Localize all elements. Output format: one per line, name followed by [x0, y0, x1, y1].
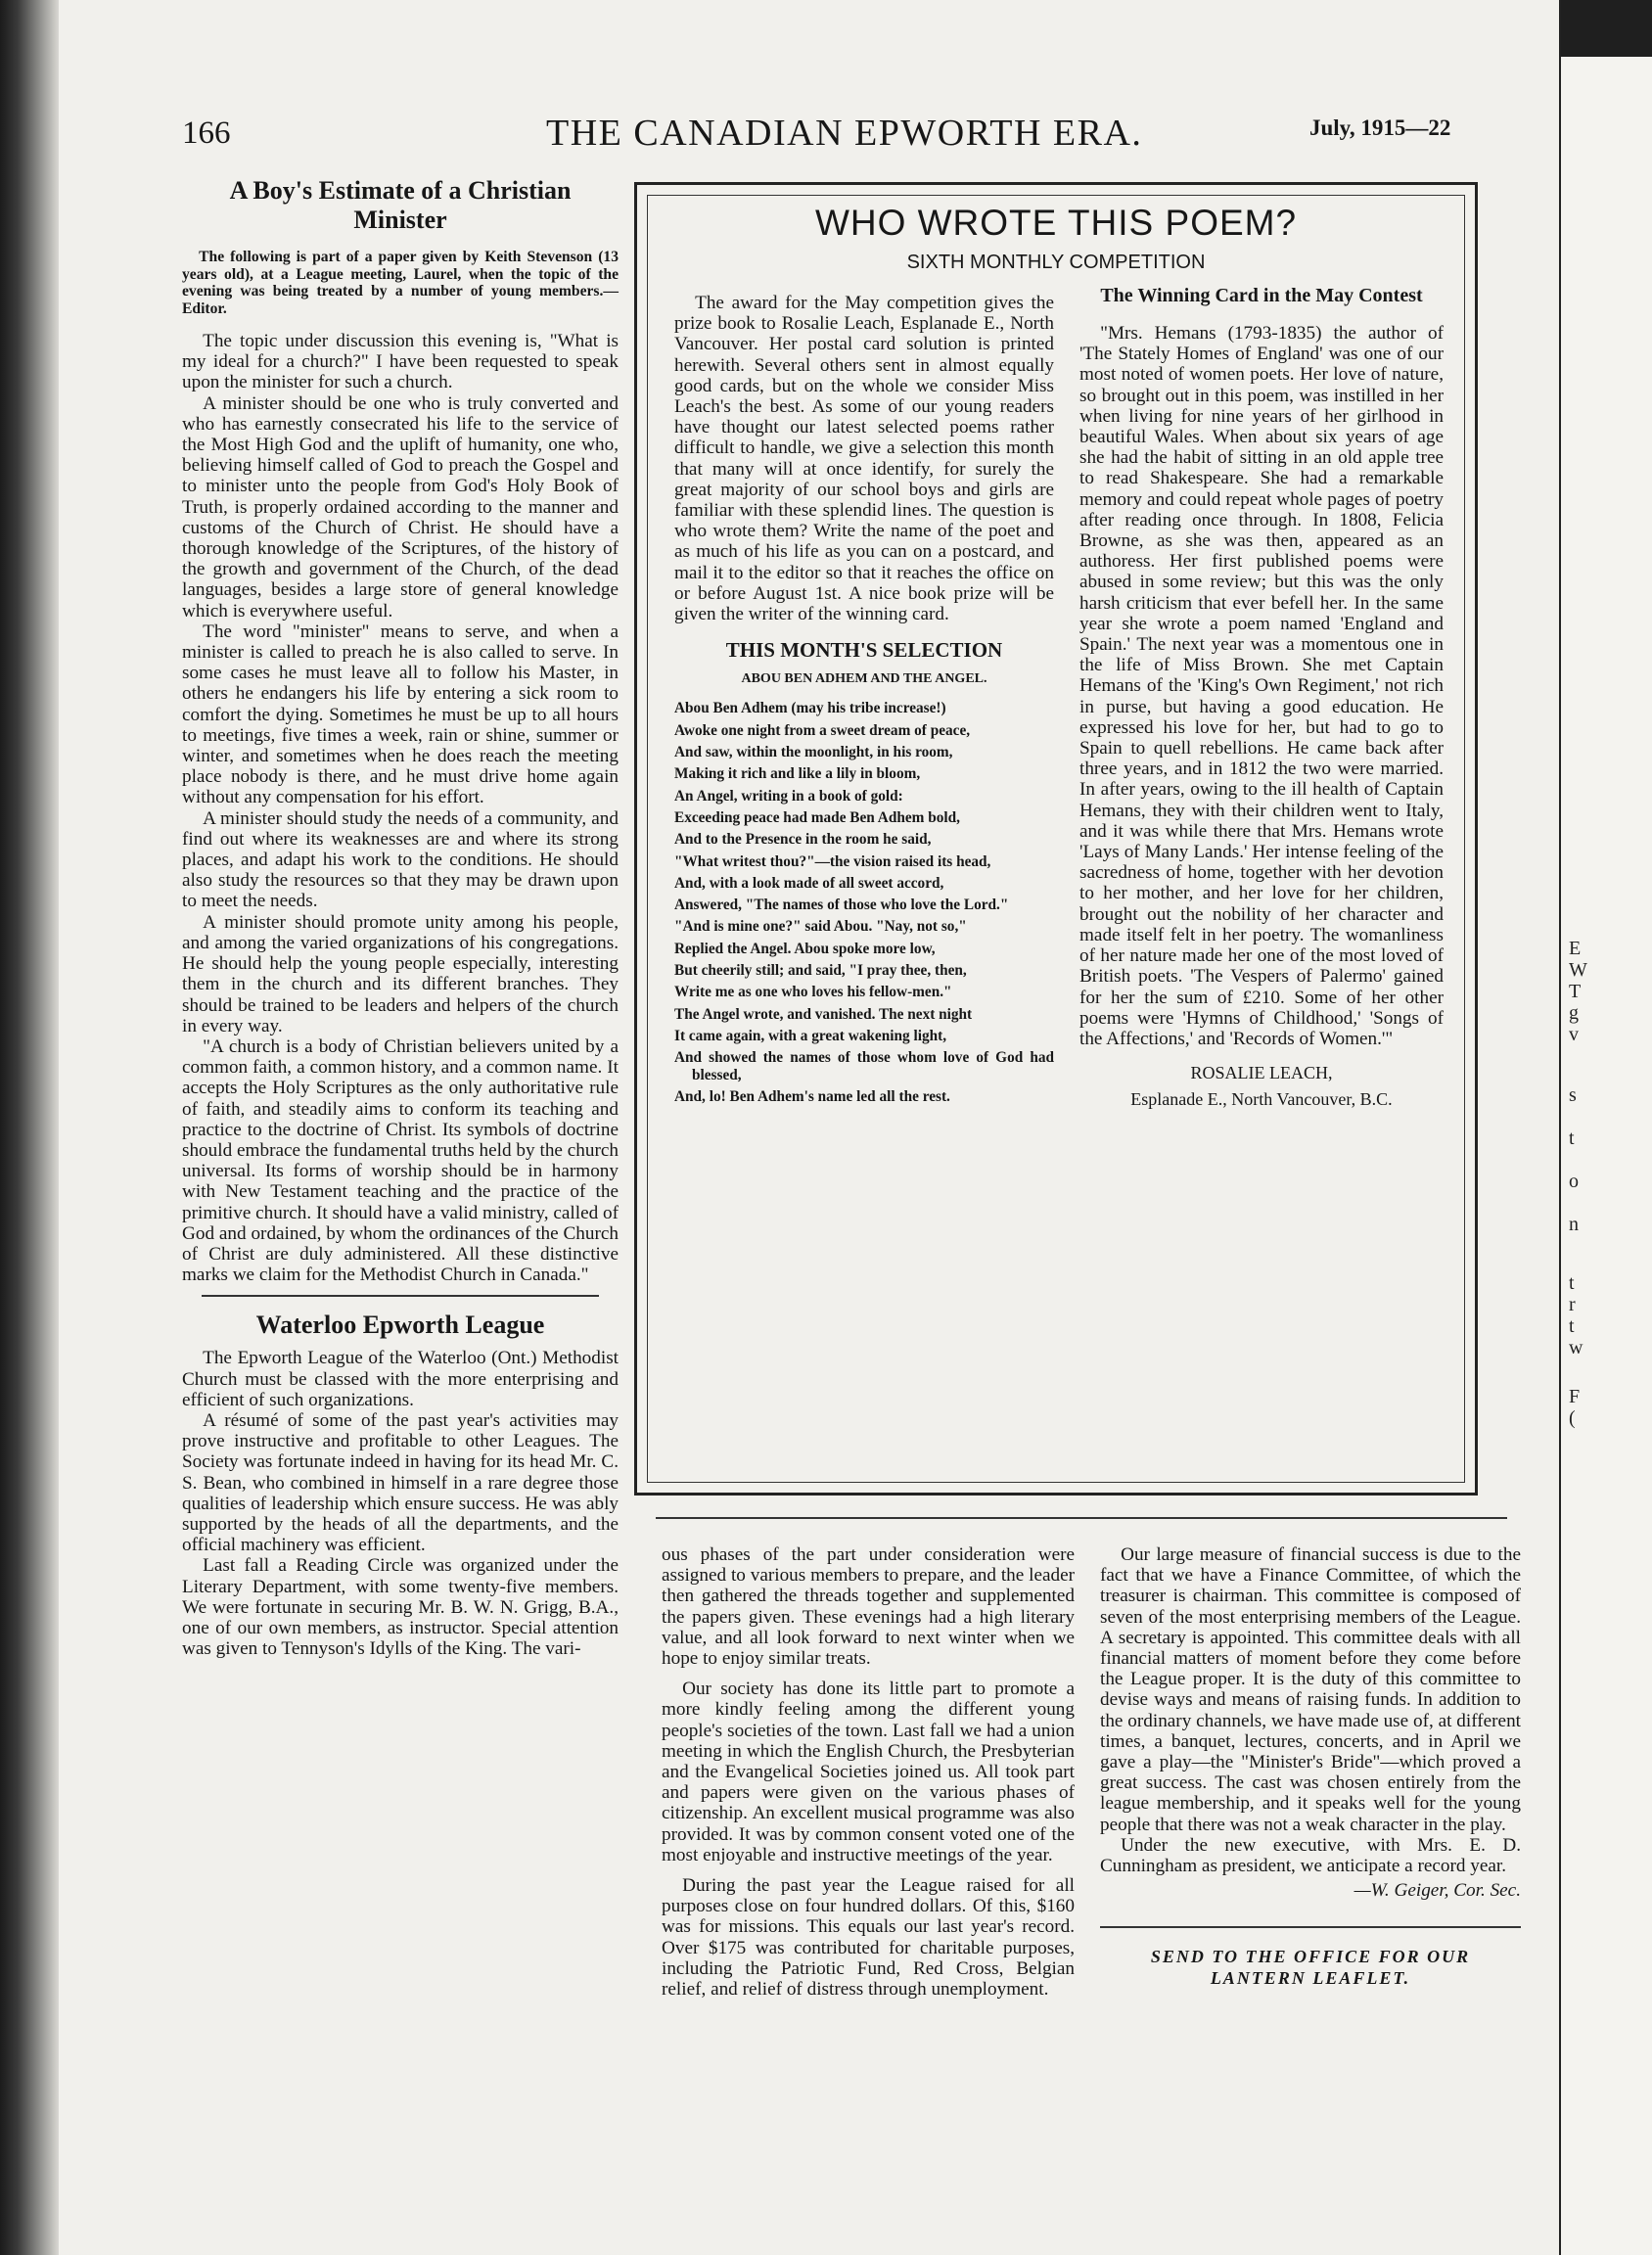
box-left-column	[674, 293, 1054, 1110]
waterloo-article-title: Waterloo Epworth League	[255, 1311, 545, 1340]
journal-title: THE CANADIAN EPWORTH ERA.	[546, 113, 1143, 154]
poem-line: "What writest thou?"—the vision raised its head,	[674, 852, 991, 870]
edge-fragment: F	[1569, 1386, 1581, 1407]
winner-name: ROSALIE LEACH,	[1190, 1063, 1333, 1083]
winning-card-heading: The Winning Card in the May Contest	[1100, 285, 1423, 306]
edge-fragment: w	[1569, 1337, 1583, 1358]
waterloo-paragraph: Our large measure of financial success is due to the fact that we have a Finance Committee, of which the treasurer is chairman. This committee is composed of seven of the most enterprising members of the League. A secretary is appointed. This committee deals with all financial matters of moment before they come before the League proper. It is the duty of this committee to devise ways and means of raising funds. In addition to the ordinary channels, we have made use of, at different times, a banquet, lectures, concerts, and in April we gave a play—the "Minister's Bride"—which proved a great success. The cast was chosen entirely from the league membership, and it speaks well for the young people that there was not a weak character in the play.	[1100, 1544, 1521, 1835]
page-number: 166	[182, 115, 231, 151]
edge-fragment: T	[1569, 981, 1582, 1002]
left-column	[182, 176, 619, 1659]
poem-line: The Angel wrote, and vanished. The next night	[674, 1005, 973, 1023]
poem-line: And showed the names of those whom love of God had blessed,	[674, 1049, 1054, 1083]
poem-line: Awoke one night from a sweet dream of peace,	[674, 721, 971, 739]
boy-article-title: A Boy's Estimate of a Christian Minister	[229, 176, 572, 234]
winner-address: Esplanade E., North Vancouver, B.C.	[1130, 1089, 1393, 1110]
book-binding	[0, 0, 59, 2255]
poem-line: An Angel, writing in a book of gold:	[674, 787, 903, 805]
waterloo-middle-column	[662, 1544, 1075, 2000]
running-header	[0, 110, 1652, 159]
edge-fragment: E	[1569, 938, 1582, 959]
boy-article-paragraph: A minister should study the needs of a community, and find out where its weaknesses are and where its strong places, and adapt his work to the conditions. He should also study the resources so that they may be drawn upon to meet the needs.	[182, 807, 619, 912]
edge-fragment: g	[1569, 1002, 1579, 1024]
poem-line: Answered, "The names of those who love the Lord."	[674, 897, 1009, 914]
waterloo-paragraph: During the past year the League raised for all purposes close on four hundred dollars. Of this, $160 was for missions. This equals our last year's record. Over $175 was contributed for charitable purposes, including the Patriotic Fund, Red Cross, Belgian relief, and relief of distress through unemployment.	[662, 1875, 1075, 2001]
poem-line: Making it rich and like a lily in bloom,	[674, 765, 921, 783]
boy-article-paragraph: "A church is a body of Christian believers united by a common faith, a common history, and a common name. It accepts the Holy Scriptures as the only authoritative rule of faith, and steadily aims to conform its teaching and practice to the doctrine of Christ. Its symbols of doctrine should embrace the fundamental truths held by the church universal. Its forms of worship should be in harmony with New Testament teaching and the practice of the primitive church. It should have a valid ministry, called of God and ordained, by whom the ordinances of the Church of Christ are duly administered. All these distinctive marks we claim for the Methodist Church in Canada."	[182, 1035, 619, 1286]
winning-card-text: "Mrs. Hemans (1793-1835) the author of 'The Stately Homes of England' was one of our most noted of women poets. Her love of nature, so brought out in this poem, was instilled in her when living for nine years of her girlhood in beautiful Wales. When about six years of age she had the habit of sitting in an old apple tree to read Shakespeare. She had a remarkable memory and could repeat whole pages of poetry after reading once through. In 1808, Felicia Browne, as she was then, appeared as an authoress. Her first published poems were abused in some review; but this was the only harsh criticism that ever befell her. In the same year she wrote a poem named 'England and Spain.' The next year was a momentous one in the life of Miss Brown. She met Captain Hemans of the 'King's Own Regiment,' not rich in purse, but having a good education. He expressed his love for her, but had to go to Spain to quell rebellions. He came back after three years, and in 1812 the two were married. In after years, owing to the ill health of Captain Hemans, they with their children went to Italy, and it was while there that Mrs. Hemans wrote 'Lays of Many Lands.' Her intense feeling of the sacredness of home, together with her devotion to her mother, and her love for her children, brought out the nobility of her character and made itself felt in her poetry. The womanliness of her nature made her one of the most loved of British poets. 'The Vespers of Palermo' gained for her the sum of £210. Some of her other poems were 'Hymns of Childhood,' 'Songs of the Affections,' and 'Records of Women.'"	[1079, 323, 1444, 1049]
waterloo-paragraph: Last fall a Reading Circle was organized under the Literary Department, with some twenty-five members. We were fortunate in securing Mr. B. W. N. Grigg, B.A., one of our own members, as instructor. Special attention was given to Tennyson's Idylls of the King. The vari-	[182, 1555, 619, 1660]
page-shadow	[1561, 0, 1652, 57]
waterloo-paragraph: Our society has done its little part to promote a more kindly feeling among the different young people's societies of the town. Last fall we had a union meeting in which the English Church, the Presbyterian and the Evangelical Societies joined us. All took part and papers were given on the various phases of citizenship. An excellent musical programme was also provided. It was by common consent voted one of the most enjoyable and instructive meetings of the year.	[662, 1679, 1075, 1865]
edge-fragment: W	[1569, 959, 1587, 981]
poem-line: It came again, with a great wakening light,	[674, 1027, 947, 1044]
boy-article-paragraph: The word "minister" means to serve, and when a minister is called to preach he is also called to serve. In some cases he must leave all to follow his Master, in others he endangers his life by entering a sick room to comfort the dying. Sometimes he must be up to all hours to meetings, five times a week, rain or shine, summer or winter, and sometimes when he does reach the meeting place nobody is there, and he must drive home again without any compensation for his effort.	[182, 621, 619, 808]
poem-line: And saw, within the moonlight, in his room,	[674, 744, 953, 761]
waterloo-right-column	[1100, 1544, 1521, 1989]
poem-competition-box	[634, 182, 1478, 1496]
section-divider	[202, 1295, 599, 1297]
boy-article-paragraph: The topic under discussion this evening is, "What is my ideal for a church?" I have been requested to speak upon the minister for such a church.	[182, 331, 619, 393]
poem-line: And, with a look made of all sweet accord,	[674, 874, 944, 892]
award-text: The award for the May competition gives the prize book to Rosalie Leach, Esplanade E., North Vancouver. Her postal card solution is printed herewith. Several others sent in almost equally good cards, but on the whole we consider Miss Leach's the best. As some of our young readers have thought our latest selected poems rather difficult to handle, we give a selection this month that many will at once identify, for surely the great majority of our school boys and girls are familiar with these splendid lines. The question is who wrote them? Write the name of the poet and as much of his life as you can on a postcard, and mail it to the editor so that it reaches the office on or before August 1st. A nice book prize will be given the writer of the winning card.	[674, 293, 1054, 625]
waterloo-paragraph: A résumé of some of the past year's activities may prove instructive and profitable to other Leagues. The Society was fortunate indeed in having for its head Mr. C. S. Bean, who combined in himself in a rare degree those qualities of leadership which ensure success. He was ably supported by the heads of all the departments, and the official machinery was efficient.	[182, 1409, 619, 1556]
horizontal-rule	[656, 1517, 1507, 1519]
poem-line: Exceeding peace had made Ben Adhem bold,	[674, 808, 960, 826]
competition-title: WHO WROTE THIS POEM?	[814, 203, 1298, 243]
poem-line: But cheerily still; and said, "I pray thee, then,	[674, 962, 967, 980]
leaflet-notice: SEND TO THE OFFICE FOR OUR LANTERN LEAFLET.	[1150, 1947, 1471, 1989]
poem-line: Abou Ben Adhem (may his tribe increase!)	[674, 700, 946, 717]
waterloo-paragraph: ous phases of the part under consideration were assigned to various members to prepare, and the leader then gathered the threads together and supplemented the papers given. These evenings had a high literary value, and all look forward to next winter when we hope to enjoy similar treats.	[662, 1544, 1075, 1670]
edge-fragment: t	[1569, 1272, 1575, 1294]
box-right-column	[1079, 281, 1444, 1111]
adjacent-page-edge	[1559, 0, 1652, 2255]
edge-fragment: s	[1569, 1084, 1577, 1106]
issue-date: July, 1915—22	[1309, 115, 1451, 140]
edge-fragment: o	[1569, 1171, 1579, 1192]
edge-fragment: t	[1569, 1128, 1575, 1149]
selection-heading: THIS MONTH'S SELECTION	[725, 638, 1003, 663]
waterloo-signature: —W. Geiger, Cor. Sec.	[1354, 1880, 1521, 1902]
poem-lines	[674, 700, 1054, 1105]
edge-fragment: n	[1569, 1214, 1579, 1235]
poem-line: Replied the Angel. Abou spoke more low,	[674, 940, 936, 957]
edge-fragment: v	[1569, 1024, 1579, 1045]
boy-article-paragraph: A minister should promote unity among his people, and among the varied organizations of his congregations. He should help the young people especially, interesting them in the church and its different branches. They should be trained to be leaders and helpers of the church in every way.	[182, 911, 619, 1036]
edge-fragment: (	[1569, 1407, 1576, 1429]
boy-article-intro: The following is part of a paper given by Keith Stevenson (13 years old), at a League meeting, Laurel, when the topic of the evening was being treated by a number of young members.—Editor.	[182, 249, 619, 317]
waterloo-paragraph: The Epworth League of the Waterloo (Ont.) Methodist Church must be classed with the more enterprising and efficient of such organizations.	[182, 1348, 619, 1410]
competition-subtitle: SIXTH MONTHLY COMPETITION	[906, 252, 1206, 273]
poem-line: Write me as one who loves his fellow-men."	[674, 984, 952, 1001]
edge-fragment: t	[1569, 1315, 1575, 1337]
edge-fragment: r	[1569, 1294, 1576, 1315]
section-divider	[1100, 1926, 1521, 1928]
poem-line: And to the Presence in the room he said,	[674, 831, 932, 849]
waterloo-paragraph: Under the new executive, with Mrs. E. D. Cunningham as president, we anticipate a record year.	[1100, 1834, 1521, 1877]
boy-article-paragraph: A minister should be one who is truly converted and who has earnestly consecrated his life to the service of the Most High God and the uplift of humanity, one who, believing himself called of God to preach the Gospel and to minister unto the people from God's Holy Book of Truth, is properly ordained according to the manner and customs of the Church of Christ. He should have a thorough knowledge of the Scriptures, of the history of the growth and government of the Church, of the dead languages, besides a large store of general knowledge which is everywhere useful.	[182, 392, 619, 621]
poem-line: "And is mine one?" said Abou. "Nay, not so,"	[674, 918, 967, 936]
poem-line: And, lo! Ben Adhem's name led all the rest.	[674, 1087, 950, 1105]
poem-title: ABOU BEN ADHEM AND THE ANGEL.	[741, 671, 987, 687]
